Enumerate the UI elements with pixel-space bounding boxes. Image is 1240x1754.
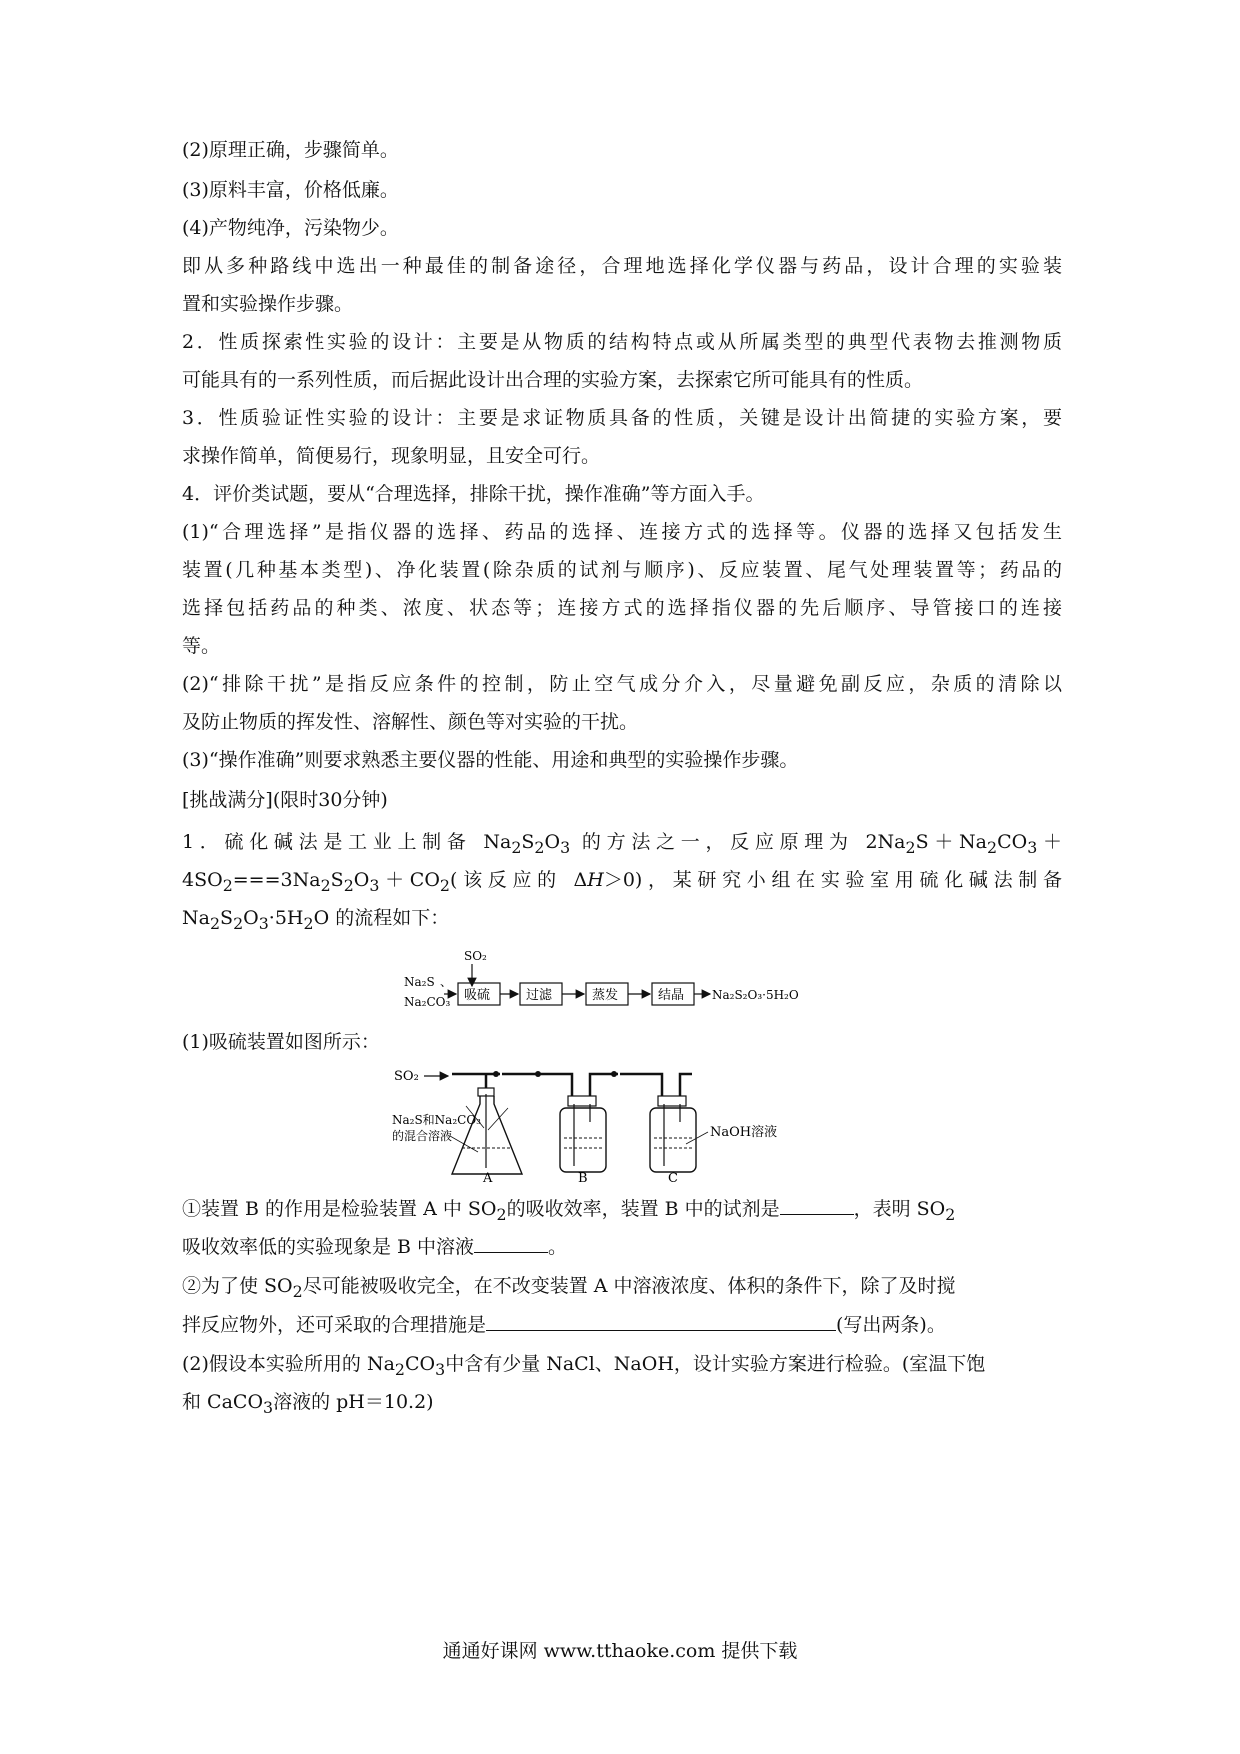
label-a: A — [483, 1171, 493, 1182]
q1-line-1: 1．硫化碱法是工业上制备 $Na_2S_2O_3$ 的方法之一，反应原理为 $2Na_2S+Na_2CO_3+$ — [182, 831, 1062, 857]
text-line-1: (2)原理正确，步骤简单。 — [182, 139, 399, 161]
text-line-12: 装置(几种基本类型)、净化装置(除杂质的试剂与顺序)、反应装置、尾气处理装置等；药品的 — [182, 559, 1062, 581]
bottle-c-stopper — [658, 1096, 686, 1106]
label-b: B — [578, 1171, 588, 1182]
page-footer: 通通好课网 www.tthaoke.com 提供下载 — [442, 1640, 798, 1662]
bottle-c — [650, 1108, 696, 1172]
text-line-2: (3)原料丰富，价格低廉。 — [182, 179, 399, 201]
text-line-14: 等。 — [182, 635, 221, 657]
sub1-title: (1)吸硫装置如图所示： — [182, 1031, 380, 1053]
flow-input-2: Na₂CO₃ — [404, 995, 451, 1009]
label-c: C — [668, 1171, 678, 1182]
q2-line-2: 和 CaCO$_3$溶液的 pH＝10.2) — [182, 1391, 434, 1417]
flask-a-solution-label-2: 的混合溶液 — [392, 1129, 453, 1143]
flask-a-solution-label: Na₂S和Na₂CO₃ — [392, 1113, 481, 1127]
text-line-6: 2．性质探索性实验的设计：主要是从物质的结构特点或从所属类型的典型代表物去推测物质 — [182, 331, 1062, 353]
q2-line-1: (2)假设本实验所用的 $Na_2CO_3$中含有少量 NaCl、NaOH，设计实验方案进行检验。(室温下饱 — [182, 1353, 986, 1379]
process-flow-diagram — [402, 948, 842, 1020]
text-line-15: (2)“排除干扰”是指反应条件的控制，防止空气成分介入，尽量避免副反应，杂质的清除以 — [182, 673, 1062, 695]
flow-step-4: 结晶 — [658, 988, 685, 1003]
text-line-17: (3)“操作准确”则要求熟悉主要仪器的性能、用途和典型的实验操作步骤。 — [182, 749, 799, 771]
flow-step-1: 吸硫 — [464, 988, 491, 1003]
section-title: [挑战满分](限时30分钟) — [182, 789, 388, 811]
flow-step-2: 过滤 — [526, 988, 553, 1003]
bottle-c-solution-label: NaOH溶液 — [710, 1125, 778, 1140]
q1-part2-line-1: ②为了使 $SO_2$尽可能被吸收完全，在不改变装置 A 中溶液浓度、体积的条件下，除了及时搅 — [182, 1275, 956, 1301]
text-line-4: 即从多种路线中选出一种最佳的制备途径，合理地选择化学仪器与药品，设计合理的实验装 — [182, 255, 1062, 277]
text-line-10: 4．评价类试题，要从“合理选择，排除干扰，操作准确”等方面入手。 — [182, 483, 765, 505]
text-line-11: (1)“合理选择”是指仪器的选择、药品的选择、连接方式的选择等。仪器的选择又包括发生 — [182, 521, 1062, 543]
q1-line-2: $4SO_2===3Na_2S_2O_3+CO_2$(该反应的 ΔH＞0)，某研究小组在实验室用硫化碱法制备 — [182, 869, 1062, 895]
answer-blank-3[interactable] — [486, 1312, 836, 1331]
flow-input-1: Na₂S — [404, 975, 435, 989]
text-line-8: 3．性质验证性实验的设计：主要是求证物质具备的性质，关键是设计出简捷的实验方案，要 — [182, 407, 1062, 429]
q1-part2-line-2: 拌反应物外，还可采取的合理措施是 (写出两条)。 — [182, 1314, 946, 1336]
q1-part1-line-2: 吸收效率低的实验现象是 B 中溶液 。 — [182, 1236, 568, 1258]
q1-part1-line-1: ①装置 B 的作用是检验装置 A 中 $SO_2$的吸收效率，装置 B 中的试剂是 ，表明 $SO_2$ — [182, 1198, 956, 1224]
bottle-b-stopper — [568, 1096, 596, 1106]
text-line-3: (4)产物纯净，污染物少。 — [182, 217, 399, 239]
text-line-7: 可能具有的一系列性质，而后据此设计出合理的实验方案，去探索它所可能具有的性质。 — [182, 369, 924, 391]
absorption-apparatus-diagram — [392, 1064, 832, 1182]
answer-blank-2[interactable] — [474, 1234, 548, 1253]
bottle-b — [560, 1108, 606, 1172]
flow-step-3: 蒸发 — [592, 988, 619, 1003]
answer-blank-1[interactable] — [780, 1196, 854, 1215]
flow-input-sep: 、 — [440, 975, 453, 989]
text-line-9: 求操作简单，简便易行，现象明显，且安全可行。 — [182, 445, 601, 467]
flask-a — [452, 1096, 522, 1174]
apparatus-so2-label: SO₂ — [394, 1069, 419, 1084]
q1-line-3: $Na_2S_2O_3\cdot 5H_2O$ 的流程如下： — [182, 907, 450, 933]
text-line-16: 及防止物质的挥发性、溶解性、颜色等对实验的干扰。 — [182, 711, 639, 733]
text-line-5: 置和实验操作步骤。 — [182, 293, 354, 315]
text-line-13: 选择包括药品的种类、浓度、状态等；连接方式的选择指仪器的先后顺序、导管接口的连接 — [182, 597, 1062, 619]
flow-product: Na₂S₂O₃·5H₂O — [712, 988, 799, 1002]
flow-so2-label: SO₂ — [464, 949, 487, 963]
